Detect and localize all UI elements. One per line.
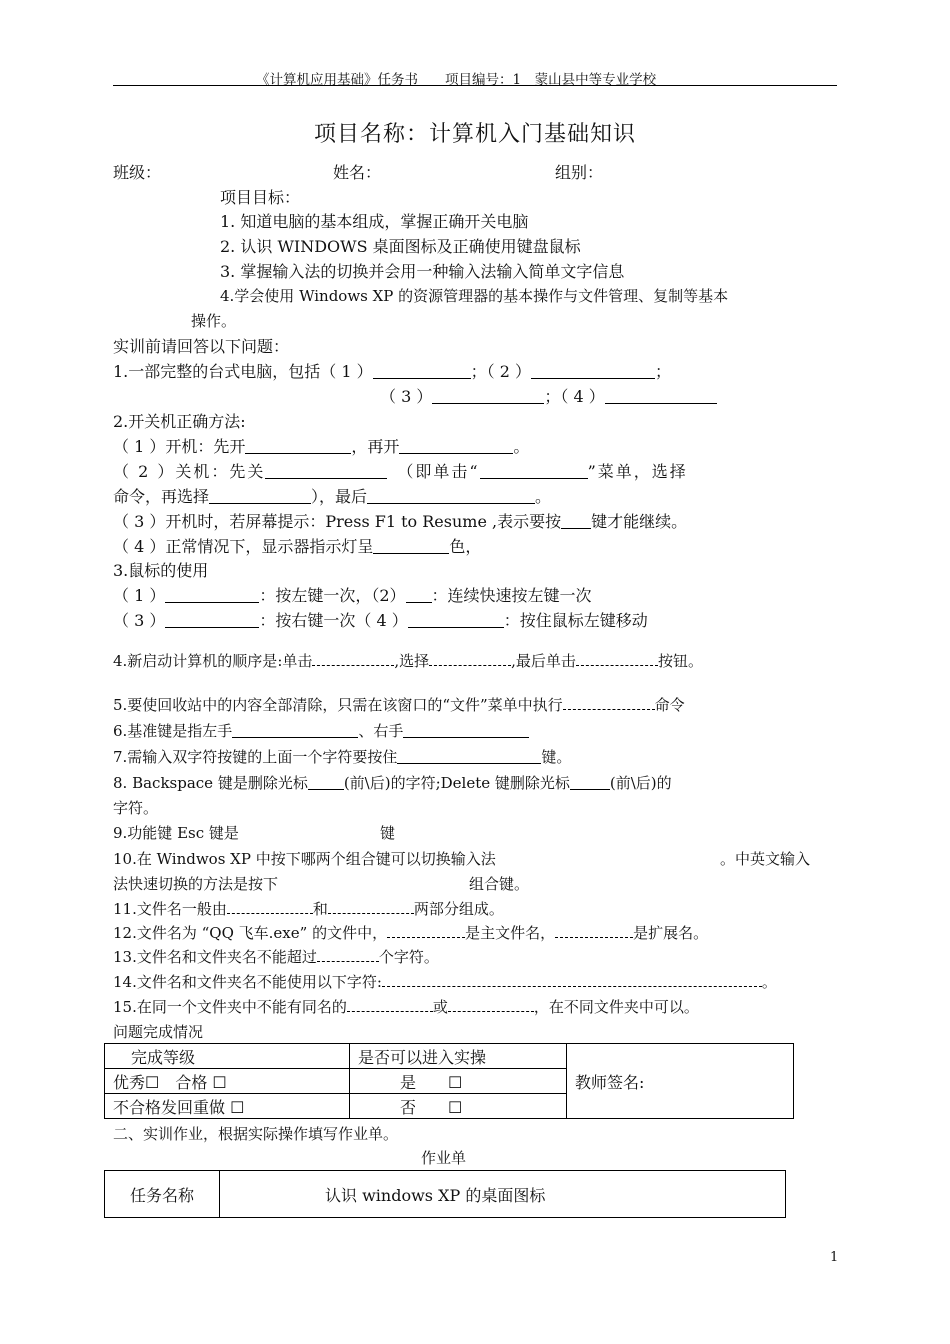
page-header: 《计算机应用基础》任务书 项目编号：1 蒙山县中等专业学校 (256, 72, 657, 88)
question-9-end: 键 (380, 824, 396, 842)
q3-text: ：按右键一次（ 4 ） (259, 611, 408, 630)
q15-text: ，在不同文件夹中可以。 (533, 998, 699, 1016)
question-1-line2 (380, 384, 717, 407)
answer-blank[interactable] (555, 925, 633, 938)
answer-blank[interactable] (561, 512, 591, 529)
q13-text: 13.文件名和文件夹名不能超过 (113, 948, 317, 966)
q4-text: 4.新启动计算机的顺序是:单击 (113, 652, 313, 670)
q3-text: （ 1 ） (113, 586, 166, 605)
question-10-line1: 10.在 Windwos XP 中按下哪两个组合键可以切换输入法 (113, 850, 496, 868)
answer-blank[interactable] (480, 462, 588, 479)
q2-text: 键才能继续。 (591, 512, 688, 531)
q1-text-c: ； (654, 362, 671, 381)
question-6 (113, 720, 529, 741)
goal-4-line2: 操作。 (191, 312, 237, 330)
answer-blank[interactable] (165, 611, 259, 628)
q2-text: ，再开 (351, 437, 400, 456)
page-number: 1 (830, 1250, 839, 1265)
q7-text: 7.需输入双字符按键的上面一个字符要按住 (113, 748, 398, 766)
question-11 (113, 898, 504, 919)
q2-text: 。 (535, 487, 552, 506)
q2-text: 命令，再选择 (113, 487, 210, 506)
answer-blank[interactable] (165, 586, 259, 603)
access-header: 是否可以进入实操 (350, 1044, 567, 1069)
grade-header: 完成等级 (105, 1044, 350, 1069)
q3-text: ：按住鼠标左键移动 (503, 611, 648, 630)
q11-text: 11.文件名一般由 (113, 900, 227, 918)
q2-text: （ 2 ）关机：先关 (113, 462, 266, 481)
answer-blank[interactable] (576, 653, 658, 666)
q14-text: 14.文件名和文件夹名不能使用以下字符: (113, 973, 382, 991)
q1-text-d: （ 3 ） (380, 387, 433, 406)
question-14 (113, 971, 777, 992)
teacher-signature-label: 教师签名: (575, 1072, 645, 1092)
completion-caption: 问题完成情况 (113, 1023, 204, 1041)
question-9: 9.功能键 Esc 键是 (113, 824, 239, 842)
q2-text: （ 4 ）正常情况下，显示器指示灯呈 (113, 537, 374, 556)
answer-blank[interactable] (406, 586, 432, 603)
question-2-resume (113, 509, 687, 532)
group-label: 组别： (555, 163, 604, 182)
q2-text: （即单击“ (405, 462, 480, 481)
q8-text: (前\后)的 (609, 774, 672, 792)
q3-text: ：连续快速按左键一次 (431, 586, 592, 605)
question-8-line1 (113, 772, 672, 793)
goal-4-line1: 4.学会使用 Windows XP 的资源管理器的基本操作与文件管理、复制等基本 (220, 287, 729, 305)
worksheet-table (104, 1170, 786, 1218)
q12-text: 是主文件名， (465, 924, 556, 942)
q4-text: ,选择 (394, 652, 430, 670)
answer-blank[interactable] (245, 437, 351, 454)
access-no-option[interactable]: 否 ☐ (350, 1094, 567, 1119)
completion-table (104, 1043, 794, 1119)
q1-text-b: ；（ 2 ） (470, 362, 531, 381)
answer-blank[interactable] (399, 437, 513, 454)
answer-blank[interactable] (432, 387, 544, 404)
answer-blank[interactable] (429, 653, 511, 666)
question-2-power-off (113, 459, 837, 482)
q11-text: 两部分组成。 (413, 900, 504, 918)
task-name-value: 认识 windows XP 的桌面图标 (220, 1171, 786, 1218)
answer-blank[interactable] (403, 721, 529, 738)
question-2-power-off-cont (113, 484, 551, 507)
question-10-line2-end: 组合键。 (469, 875, 530, 893)
answer-blank[interactable] (347, 999, 433, 1012)
q3-text: （ 3 ） (113, 611, 166, 630)
answer-blank[interactable] (373, 362, 471, 379)
answer-blank[interactable] (570, 773, 610, 790)
grade-fail-option[interactable]: 不合格发回重做 ☐ (105, 1094, 350, 1119)
q6-text: 、右手 (358, 722, 404, 740)
answer-blank[interactable] (397, 747, 541, 764)
q7-text: 键。 (541, 748, 572, 766)
goal-1: 1. 知道电脑的基本组成，掌握正确开关电脑 (220, 212, 529, 231)
grade-pass-options[interactable]: 优秀☐ 合格 ☐ (105, 1069, 350, 1094)
question-3-line2 (113, 608, 648, 631)
q14-text: 。 (761, 973, 777, 991)
q2-text: ），最后 (311, 487, 368, 506)
q11-text: 和 (312, 900, 328, 918)
question-4 (113, 650, 703, 671)
answer-blank[interactable] (367, 487, 535, 504)
worksheet-caption: 作业单 (421, 1149, 467, 1167)
q1-text-e: ；（ 4 ） (544, 387, 605, 406)
q4-text: ,最后单击 (511, 652, 576, 670)
question-15 (113, 996, 699, 1017)
question-2-heading: 2.开关机正确方法: (113, 412, 246, 431)
question-10-line1-end: 。中英文输入 (720, 850, 811, 868)
page-title: 项目名称：计算机入门基础知识 (313, 122, 636, 147)
q13-text: 个字符。 (378, 948, 439, 966)
q2-text: 色， (449, 537, 482, 556)
answer-blank[interactable] (312, 653, 394, 666)
q2-text: （ 3 ）开机时，若屏幕提示：Press F1 to Resume ,表示要按 (113, 512, 562, 531)
goal-2: 2. 认识 WINDOWS 桌面图标及正确使用键盘鼠标 (220, 237, 581, 256)
answer-blank[interactable] (265, 462, 387, 479)
question-5 (113, 694, 685, 715)
q3-text: ：按左键一次，（2） (259, 586, 406, 605)
q12-text: 12.文件名为 “QQ 飞车.exe” 的文件中， (113, 924, 388, 942)
question-7 (113, 746, 571, 767)
answer-blank[interactable] (531, 362, 655, 379)
question-2-indicator (113, 534, 481, 557)
answer-blank[interactable] (387, 925, 465, 938)
question-3-heading: 3.鼠标的使用 (113, 561, 209, 580)
question-13 (113, 946, 439, 967)
answer-blank[interactable] (308, 773, 344, 790)
header-rule (113, 85, 837, 86)
answer-blank[interactable] (328, 901, 414, 914)
q2-text: ”菜单，选择 (587, 462, 688, 481)
task-name-label: 任务名称 (105, 1171, 220, 1218)
q12-text: 是扩展名。 (633, 924, 709, 942)
q6-text: 6.基准键是指左手 (113, 722, 233, 740)
answer-blank[interactable] (232, 721, 358, 738)
question-10-line2: 法快速切换的方法是按下 (113, 875, 279, 893)
teacher-signature-cell[interactable] (567, 1044, 794, 1119)
question-12 (113, 922, 708, 943)
access-yes-option[interactable]: 是 ☐ (350, 1069, 567, 1094)
answer-blank[interactable] (408, 611, 504, 628)
answer-blank[interactable] (373, 537, 449, 554)
answer-blank[interactable] (317, 949, 379, 962)
answer-blank[interactable] (382, 974, 762, 987)
question-8-line2: 字符。 (113, 799, 159, 817)
question-1-line1 (113, 359, 671, 382)
q2-text: 。 (513, 437, 530, 456)
q5-text: 命令 (654, 696, 685, 714)
q15-text: 15.在同一个文件夹中不能有同名的 (113, 998, 347, 1016)
answer-blank[interactable] (227, 901, 313, 914)
q15-text: 或 (432, 998, 448, 1016)
q8-text: (前\后)的字符;Delete 键删除光标 (343, 774, 570, 792)
question-2-power-on (113, 434, 529, 457)
name-label: 姓名： (333, 163, 382, 182)
class-label: 班级： (113, 163, 162, 182)
section-2-heading: 二、实训作业，根据实际操作填写作业单。 (113, 1125, 399, 1143)
q2-text: （ 1 ）开机：先开 (113, 437, 246, 456)
answer-blank[interactable] (448, 999, 534, 1012)
q5-text: 5.要使回收站中的内容全部清除，只需在该窗口的“文件”菜单中执行 (113, 696, 563, 714)
answer-blank[interactable] (209, 487, 311, 504)
q4-text: 按钮。 (657, 652, 703, 670)
question-3-line1 (113, 583, 592, 606)
goals-heading: 项目目标： (220, 188, 301, 207)
questions-intro: 实训前请回答以下问题： (113, 337, 290, 356)
answer-blank[interactable] (563, 697, 655, 710)
q8-text: 8. Backspace 键是删除光标 (113, 774, 308, 792)
answer-blank[interactable] (605, 387, 717, 404)
q1-text-a: 1.一部完整的台式电脑，包括（ 1 ） (113, 362, 373, 381)
goal-3: 3. 掌握输入法的切换并会用一种输入法输入简单文字信息 (220, 262, 625, 281)
